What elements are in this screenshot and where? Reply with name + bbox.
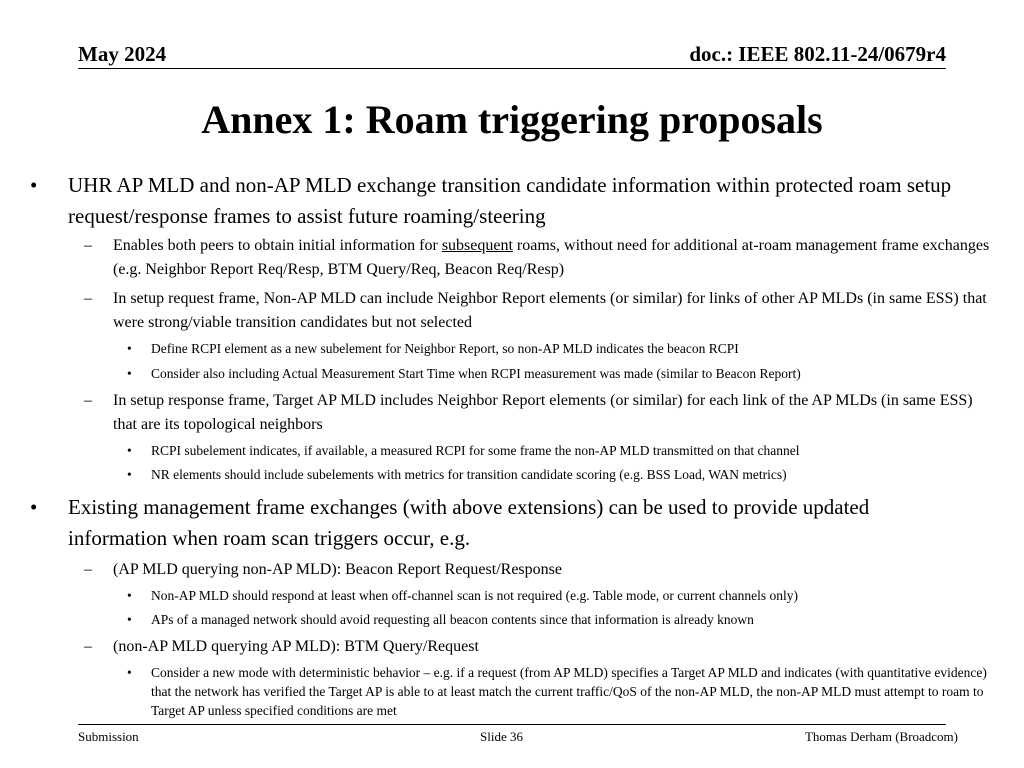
bullet-2-sub-1-text: (AP MLD querying non-AP MLD): Beacon Report Request/Response	[113, 561, 562, 578]
bullet-2-sub-2-text: (non-AP MLD querying AP MLD): BTM Query/Request	[113, 638, 479, 655]
dash-mark: –	[84, 237, 92, 254]
bullet-1	[30, 170, 968, 232]
dash-mark: –	[84, 638, 92, 655]
bullet-1-sub-3-item-1-text: RCPI subelement indicates, if available, a measured RCPI for some frame the non-AP MLD transmitted on that channel	[151, 443, 800, 458]
bullet-dot: •	[127, 467, 132, 482]
bullet-1-text: UHR AP MLD and non-AP MLD exchange transition candidate information within protected roam setup request/response frames to assist future roaming/steering	[68, 173, 952, 228]
bullet-1-sub-2-item-2-text: Consider also including Actual Measurement Start Time when RCPI measurement was made (similar to Beacon Report)	[151, 366, 801, 381]
bullet-1-sub-1	[84, 234, 998, 282]
footer-slide-number: Slide 36	[480, 729, 523, 744]
bullet-dot: •	[30, 173, 38, 197]
bullet-dot: •	[127, 612, 132, 627]
bullet-2-sub-1-item-1	[127, 586, 996, 606]
bullet-dot: •	[127, 665, 132, 680]
bullet-dot: •	[127, 588, 132, 603]
bullet-1-sub-3	[84, 389, 998, 437]
bullet-dot: •	[127, 443, 132, 458]
bullet-dot: •	[127, 366, 132, 381]
footer-submission: Submission	[78, 729, 139, 744]
bullet-1-sub-2-item-2	[127, 364, 996, 384]
bullet-dot: •	[127, 341, 132, 356]
footer-author: Thomas Derham (Broadcom)	[804, 729, 958, 744]
bullet-2-sub-1	[84, 558, 998, 582]
bullet-1-sub-3-text: In setup response frame, Target AP MLD includes Neighbor Report elements (or similar) for each link of the AP MLDs (in same ESS) that are its topological neighbors	[113, 392, 973, 433]
bullet-dot: •	[30, 495, 38, 519]
bullet-1-sub-3-item-1	[127, 441, 996, 461]
bullet-2-sub-2-item-1	[127, 663, 996, 720]
bullet-1-sub-1-text-b: roams, without need for additional at-roam management frame exchanges (e.g. Neighbor Report Req/Resp, BTM Query/Req, Beacon Req/Resp)	[113, 237, 990, 278]
bullet-1-sub-2-item-1	[127, 339, 996, 359]
header-rule	[78, 68, 946, 69]
header-date: May 2024	[78, 42, 167, 66]
dash-mark: –	[84, 392, 92, 409]
bullet-1-sub-3-item-2	[127, 465, 996, 485]
bullet-2-sub-2-item-1-text: Consider a new mode with deterministic behavior – e.g. if a request (from AP MLD) specifies a Target AP MLD and indicates (with quantitative evidence) that the network has verified the Target AP is able to at least match the current traffic/QoS of the non-AP MLD, the non-AP MLD must attempt to roam to Target AP unless specified conditions are met	[151, 665, 987, 718]
bullet-2-sub-1-item-2	[127, 610, 996, 630]
bullet-2-text: Existing management frame exchanges (with above extensions) can be used to provide updated information when roam scan triggers occur, e.g.	[68, 495, 870, 550]
bullet-1-sub-2-text: In setup request frame, Non-AP MLD can include Neighbor Report elements (or similar) for links of other AP MLDs (in same ESS) that were strong/viable transition candidates but not selected	[113, 290, 987, 331]
bullet-1-sub-1-underlined: subsequent	[441, 237, 513, 254]
bullet-1-sub-3-item-2-text: NR elements should include subelements with metrics for transition candidate scoring (e.g. BSS Load, WAN metrics)	[151, 467, 787, 482]
dash-mark: –	[84, 290, 92, 307]
bullet-1-sub-2	[84, 287, 998, 335]
bullet-2-sub-1-item-2-text: APs of a managed network should avoid requesting all beacon contents since that information is already known	[151, 612, 754, 627]
bullet-1-sub-1-text-a: Enables both peers to obtain initial information for	[113, 237, 442, 254]
bullet-1-sub-2-item-1-text: Define RCPI element as a new subelement for Neighbor Report, so non-AP MLD indicates the beacon RCPI	[151, 341, 739, 356]
bullet-2	[30, 492, 968, 554]
dash-mark: –	[84, 561, 92, 578]
footer-rule	[78, 724, 946, 725]
bullet-2-sub-1-item-1-text: Non-AP MLD should respond at least when off-channel scan is not required (e.g. Table mode, or current channels only)	[151, 588, 799, 603]
header-doc-number: doc.: IEEE 802.11-24/0679r4	[689, 42, 946, 66]
slide-title: Annex 1: Roam triggering proposals	[201, 97, 823, 142]
bullet-2-sub-2	[84, 635, 998, 659]
